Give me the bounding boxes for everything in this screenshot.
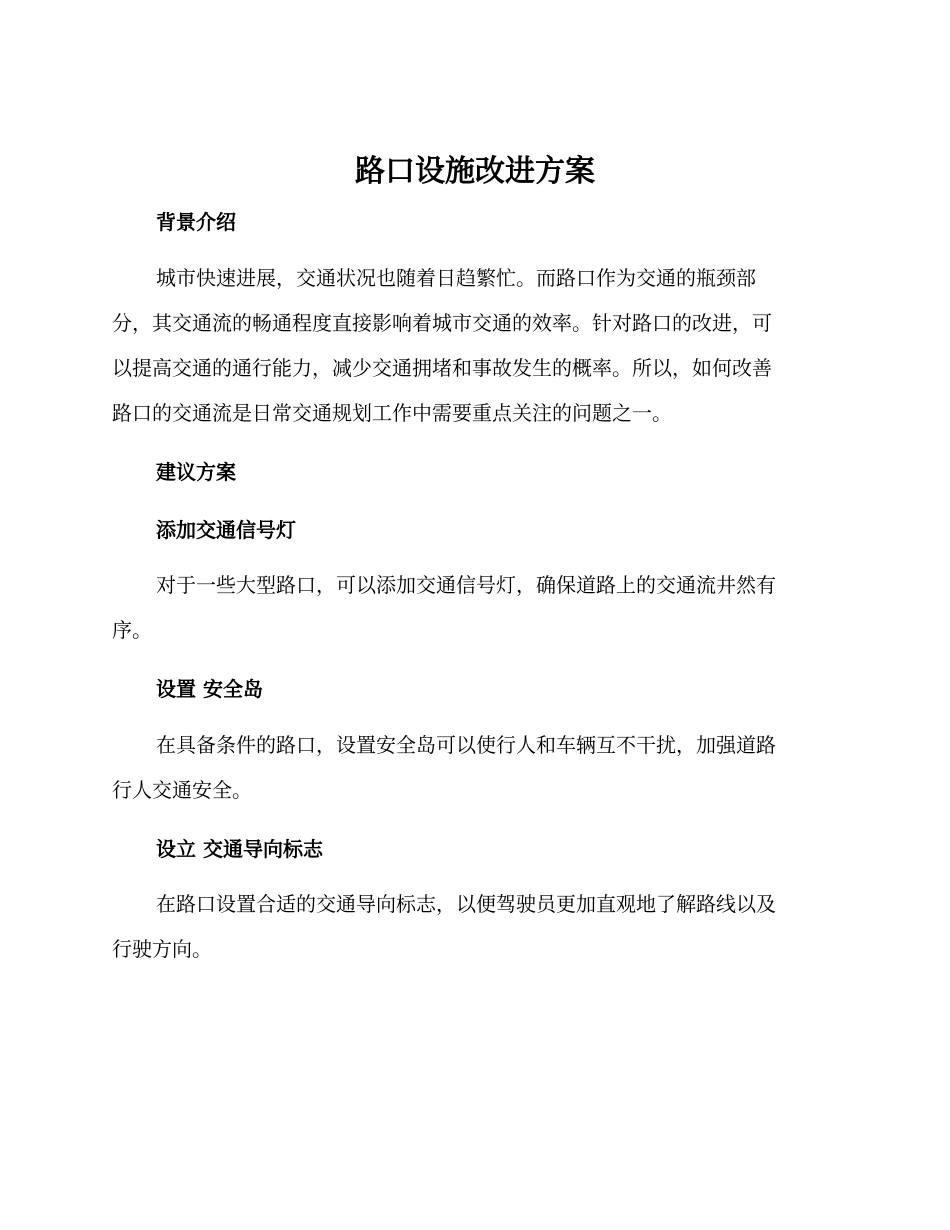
- heading-proposal: 建议方案: [156, 460, 236, 484]
- paragraph-island: [112, 723, 832, 813]
- paragraph-line: 在路口设置合适的交通导向标志，以便驾驶员更加直观地了解路线以及: [156, 892, 776, 916]
- paragraph-line: 城市快速进展，交通状况也随着日趋繁忙。而路口作为交通的瓶颈部: [156, 266, 756, 290]
- paragraph-line: 分，其交通流的畅通程度直接影响着城市交通的效率。针对路口的改进，可: [112, 311, 772, 335]
- document-title: 路口设施改进方案: [355, 154, 595, 189]
- paragraph-signs: [112, 882, 832, 972]
- paragraph-line: 行驶方向。: [112, 937, 212, 961]
- paragraph-line: 对于一些大型路口，可以添加交通信号灯，确保道路上的交通流井然有: [156, 573, 776, 597]
- heading-island: 设置 安全岛: [156, 677, 263, 701]
- paragraph-line: 序。: [112, 618, 152, 642]
- paragraph-line: 以提高交通的通行能力，减少交通拥堵和事故发生的概率。所以，如何改善: [112, 356, 772, 380]
- paragraph-background: [112, 256, 832, 436]
- heading-background: 背景介绍: [156, 210, 236, 234]
- paragraph-line: 行人交通安全。: [112, 778, 252, 802]
- paragraph-line: 路口的交通流是日常交通规划工作中需要重点关注的问题之一。: [112, 401, 672, 425]
- paragraph-signals: [112, 563, 832, 653]
- heading-signals: 添加交通信号灯: [156, 518, 296, 542]
- paragraph-line: 在具备条件的路口，设置安全岛可以使行人和车辆互不干扰，加强道路: [156, 733, 776, 757]
- heading-signs: 设立 交通导向标志: [156, 837, 323, 861]
